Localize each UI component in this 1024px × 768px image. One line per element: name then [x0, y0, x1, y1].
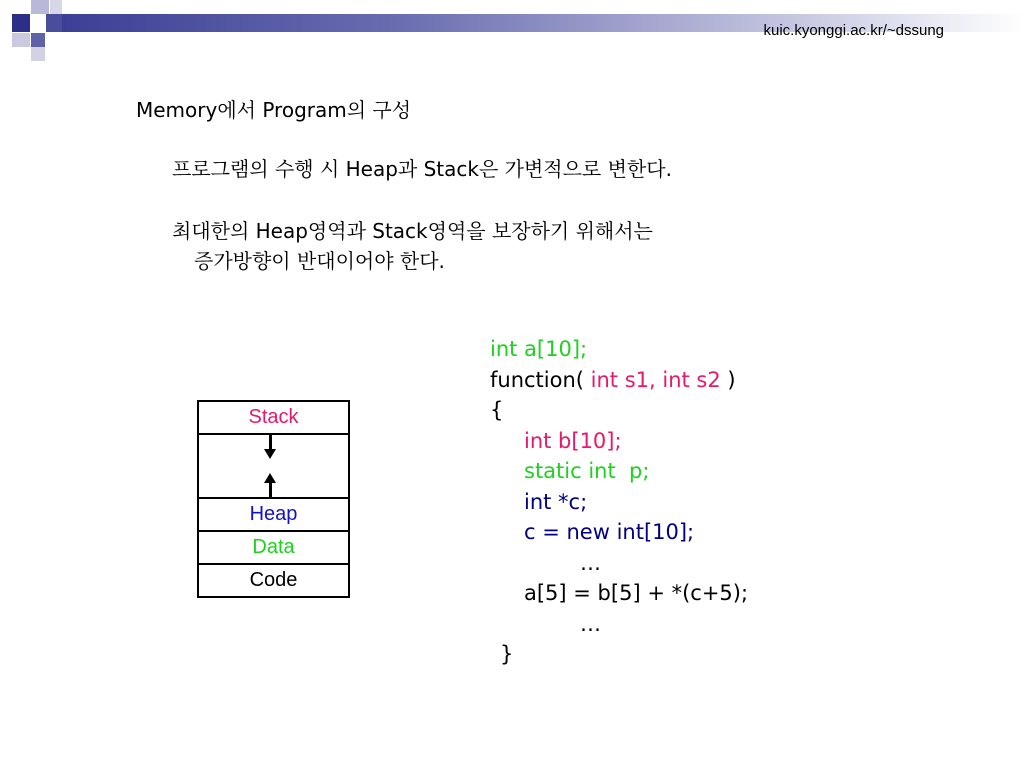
code-line-11: } — [500, 642, 514, 666]
code-line-8: … — [580, 550, 601, 575]
paragraph-2 — [172, 216, 653, 276]
stack-segment: Stack — [199, 402, 348, 435]
deco-square-navy-2 — [31, 33, 45, 47]
code-line-7: c = new int[10]; — [524, 520, 695, 544]
paragraph-1: 프로그램의 수행 시 Heap과 Stack은 가변적으로 변한다. — [172, 157, 672, 181]
deco-square-light-3 — [12, 33, 30, 47]
data-segment: Data — [199, 532, 348, 565]
code-line-2-close: ) — [720, 367, 736, 392]
code-line-2 — [490, 365, 748, 396]
deco-square-light-1 — [31, 0, 49, 14]
code-line-2-params: int s1, int s2 — [590, 367, 721, 392]
deco-square-light-2 — [50, 0, 62, 14]
code-line-2-func: function( — [490, 367, 591, 392]
code-line-3: { — [490, 398, 504, 422]
heap-segment: Heap — [199, 499, 348, 532]
code-line-6: int *c; — [524, 489, 588, 514]
arrow-up-icon — [269, 481, 272, 497]
deco-square-navy-1 — [12, 14, 30, 32]
code-line-4: int b[10]; — [524, 428, 622, 453]
deco-square-navy-3 — [46, 14, 62, 32]
deco-square-light-4 — [31, 47, 45, 61]
memory-diagram — [197, 400, 350, 598]
free-space — [199, 435, 348, 499]
code-line-5: static int p; — [524, 459, 650, 483]
code-line-10: … — [580, 611, 601, 636]
paragraph-2-line-2: 증가방향이 반대이어야 한다. — [194, 249, 445, 273]
code-segment: Code — [249, 569, 298, 591]
code-line-1: int a[10]; — [490, 337, 588, 361]
arrow-down-icon — [269, 435, 272, 451]
code-listing — [490, 334, 748, 670]
source-url: kuic.kyonggi.ac.kr/~dssung — [763, 22, 944, 39]
code-line-9: a[5] = b[5] + *(c+5); — [524, 581, 749, 605]
paragraph-2-line-1: 최대한의 Heap영역과 Stack영역을 보장하기 위해서는 — [172, 219, 653, 243]
slide-title: Memory에서 Program의 구성 — [136, 98, 412, 122]
